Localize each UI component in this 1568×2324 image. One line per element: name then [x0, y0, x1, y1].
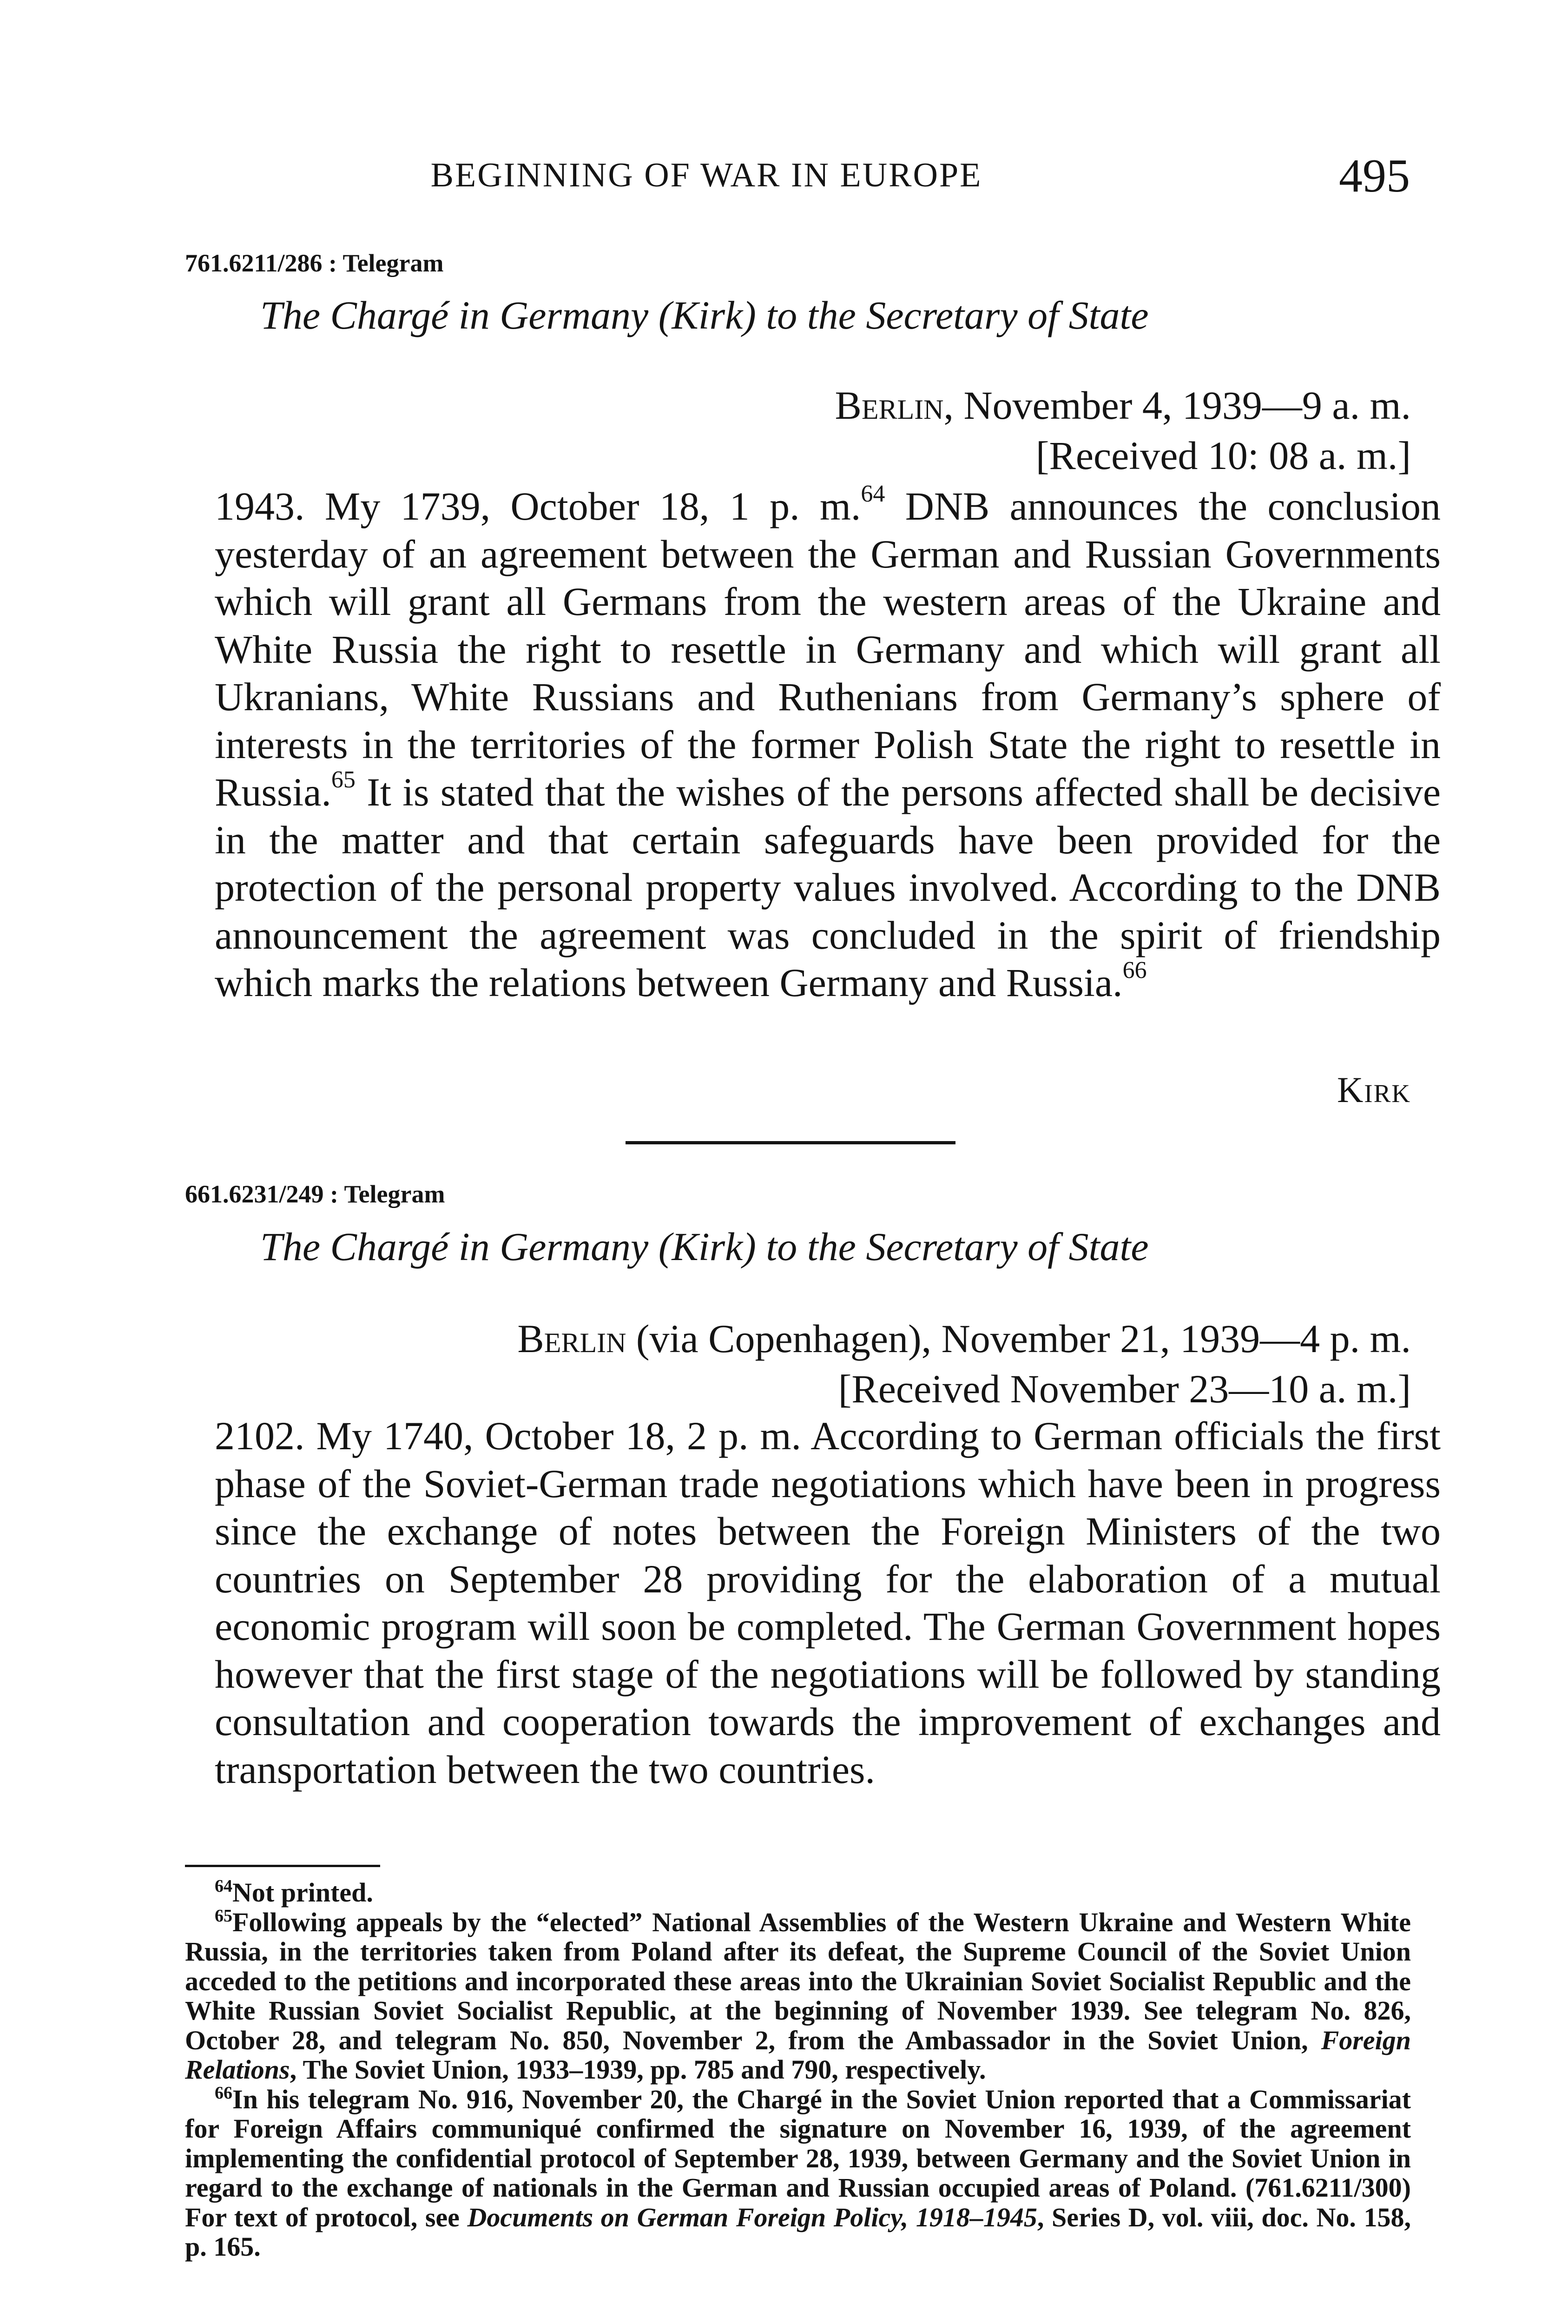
footnote-65	[185, 1908, 1411, 2085]
doc1-text-a: 1943. My 1739, October 18, 1 p. m.	[215, 484, 861, 528]
doc1-place: Berlin	[835, 383, 944, 428]
footnote-66-mark: 66	[215, 2083, 232, 2103]
doc2-file-number: 661.6231/249 : Telegram	[185, 1180, 445, 1208]
footnotes	[185, 1878, 1411, 2262]
doc1-body	[185, 482, 1441, 1007]
doc1-title: The Chargé in Germany (Kirk) to the Secretary of State	[260, 293, 1149, 337]
doc1-ref-66: 66	[1122, 957, 1147, 984]
doc1-file-number: 761.6211/286 : Telegram	[185, 249, 444, 277]
running-head: BEGINNING OF WAR IN EUROPE	[430, 156, 982, 194]
footnote-64	[185, 1878, 1411, 1908]
doc2-dateline	[517, 1314, 1411, 1414]
footnote-64-mark: 64	[215, 1876, 232, 1896]
doc1-received: [Received 10: 08 a. m.]	[1035, 433, 1411, 478]
section-separator	[626, 1141, 955, 1144]
footnote-66	[185, 2085, 1411, 2262]
doc1-text-c: It is stated that the wishes of the persons affected shall be decisive in the matter and that certain safeguards have been provided for the protection of the personal property values involved. According to the DNB announcement the agreement was concluded in the spirit of friendship which marks the relations between Germany and Russia.	[215, 770, 1441, 1005]
doc1-dateline	[835, 380, 1411, 481]
doc2-place: Berlin	[517, 1316, 626, 1361]
footnote-65-italic: Foreign Relations	[185, 2025, 1411, 2085]
doc2-title: The Chargé in Germany (Kirk) to the Secretary of State	[260, 1224, 1149, 1269]
footnote-rule	[185, 1865, 380, 1867]
page-number: 495	[1339, 150, 1410, 202]
footnote-66-italic: Documents on German Foreign Policy, 1918–1945	[467, 2202, 1037, 2232]
footnote-66-text-b: , Series D, vol. viii, doc. No. 158, p. 165.	[185, 2202, 1411, 2262]
footnote-65-text-b: , The Soviet Union, 1933–1939, pp. 785 and 790, respectively.	[290, 2054, 986, 2085]
doc2-date-line	[517, 1314, 1411, 1364]
footnote-64-text: Not printed.	[232, 1877, 373, 1908]
doc1-ref-65: 65	[331, 766, 356, 793]
doc1-date-line	[835, 380, 1411, 430]
doc2-date: (via Copenhagen), November 21, 1939—4 p. m.	[626, 1316, 1411, 1361]
footnote-65-mark: 65	[215, 1906, 232, 1926]
doc2-received: [Received November 23—10 a. m.]	[838, 1367, 1411, 1411]
doc1-date: , November 4, 1939—9 a. m.	[943, 383, 1411, 428]
doc1-signature: Kirk	[1337, 1070, 1411, 1110]
footnote-66-text-a: In his telegram No. 916, November 20, the Chargé in the Soviet Union reported that a Commissariat for Foreign Affairs communiqué confirmed the signature on November 16, 1939, of the agreement implementing the confidential protocol of September 28, 1939, between Germany and the Soviet Union in regard to the exchange of nationals in the German and Russian occupied areas of Poland. (761.6211/300) For text of protocol, see	[185, 2084, 1411, 2232]
doc1-text-b: DNB announces the conclusion yesterday of an agreement between the German and Russian Governments which will grant all Germans from the western areas of the Ukraine and White Russia the right to resettle in Germany and which will grant all Ukranians, White Russians and Ruthenians from Germany’s sphere of interests in the territories of the former Polish State the right to resettle in Russia.	[215, 484, 1441, 814]
footnote-65-text-a: Following appeals by the “elected” National Assemblies of the Western Ukraine and Western White Russia, in the territories taken from Poland after its defeat, the Supreme Council of the Soviet Union acceded to the petitions and incorporated these areas into the Ukrainian Soviet Socialist Republic and the White Russian Soviet Socialist Republic, at the beginning of November 1939. See telegram No. 826, October 28, and telegram No. 850, November 2, from the Ambassador in the Soviet Union,	[185, 1907, 1411, 2055]
doc2-body: 2102. My 1740, October 18, 2 p. m. According to German officials the first phase of the Soviet-German trade negotiations which have been in progress since the exchange of notes between the Foreign Ministers of the two countries on September 28 providing for the elaboration of a mutual economic program will soon be completed. The German Government hopes however that the first stage of the negotiations will be followed by standing consultation and cooperation towards the improvement of exchanges and transportation between the two countries.	[215, 1413, 1441, 1792]
doc1-ref-64: 64	[861, 481, 885, 507]
